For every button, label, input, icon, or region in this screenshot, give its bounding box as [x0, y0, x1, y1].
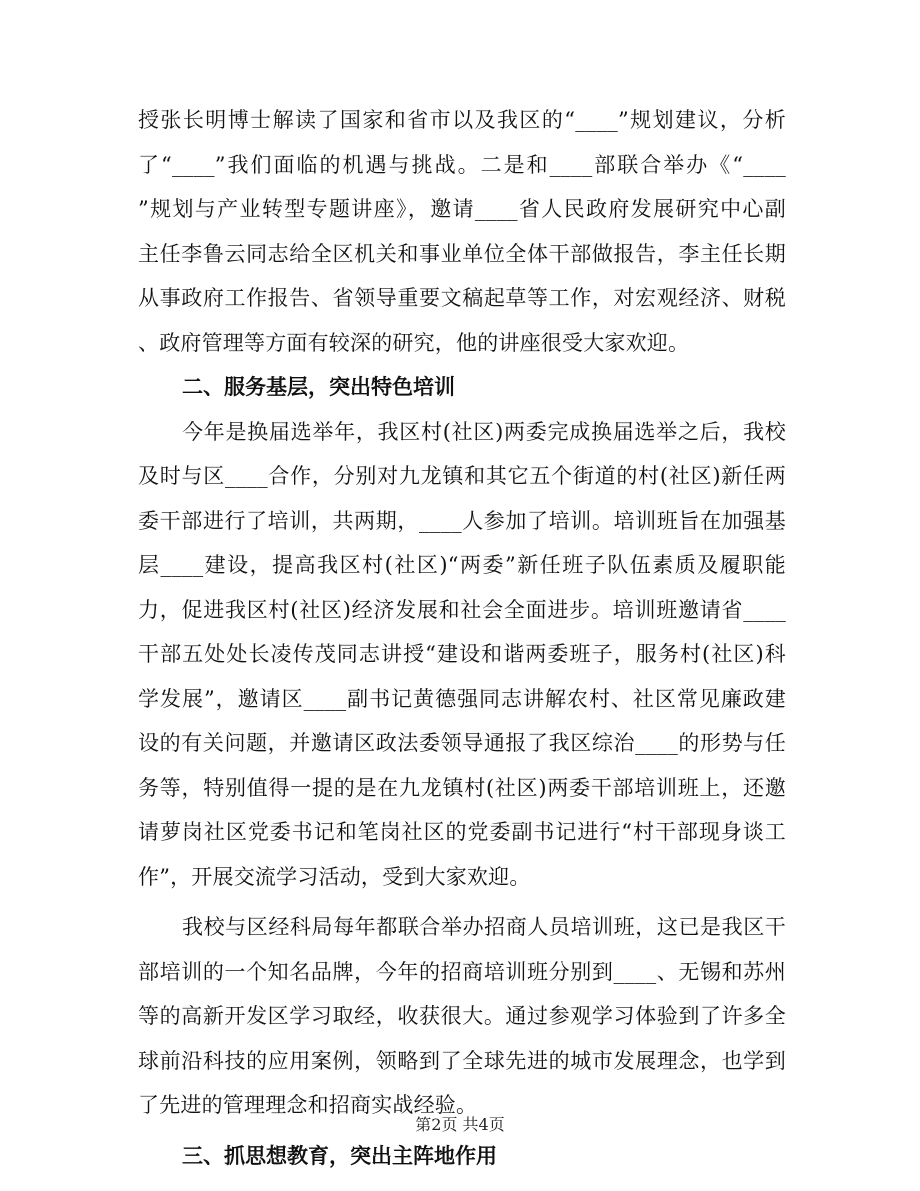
- text-line: 设的有关问题，并邀请区政法委领导通报了我区综治____的形势与任: [138, 731, 786, 755]
- text-line: 部培训的一个知名品牌，今年的招商培训班分别到____、无锡和苏州: [138, 959, 786, 984]
- text-line: 我校与区经科局每年都联合举办招商人员培训班，这已是我区干: [182, 915, 786, 939]
- paragraph-3: [138, 905, 786, 1128]
- text-line: 学发展”，邀请区____副书记黄德强同志讲解农村、社区常见廉政建: [138, 686, 786, 711]
- text-line: 等的高新开发区学习取经，收获很大。通过参观学习体验到了许多全: [138, 1004, 786, 1028]
- text-line: 请萝岗社区党委书记和笔岗社区的党委副书记进行“村干部现身谈工: [138, 820, 786, 844]
- paragraph-1: [138, 98, 786, 365]
- text-line: 层____建设，提高我区村(社区)“两委”新任班子队伍素质及履职能: [138, 553, 786, 577]
- text-line: 今年是换届选举年，我区村(社区)两委完成换届选举之后，我校: [182, 419, 786, 444]
- text-line: 干部五处处长凌传茂同志讲授“建设和谐两委班子，服务村(社区)科: [138, 642, 786, 666]
- text-line: 作”，开展交流学习活动，受到大家欢迎。: [138, 864, 531, 889]
- text-line: 球前沿科技的应用案例，领略到了全球先进的城市发展理念，也学到: [138, 1048, 786, 1073]
- text-line: 及时与区____合作，分别对九龙镇和其它五个街道的村(社区)新任两: [138, 464, 786, 488]
- text-line: 授张长明博士解读了国家和省市以及我区的“____”规划建议，分析: [138, 108, 786, 132]
- text-line: 、政府管理等方面有较深的研究，他的讲座很受大家欢迎。: [138, 330, 690, 355]
- page-number-footer: 第2页 共4页: [415, 1115, 505, 1134]
- text-line: 委干部进行了培训，共两期，____人参加了培训。培训班旨在加强基: [138, 508, 786, 533]
- text-line: 力，促进我区村(社区)经济发展和社会全面进步。培训班邀请省____: [138, 597, 786, 622]
- section-heading-3: 三、抓思想教育，突出主阵地作用: [182, 1142, 497, 1168]
- text-line: 了先进的管理理念和招商实战经验。: [138, 1093, 478, 1117]
- text-line: ”规划与产业转型专题讲座》，邀请____省人民政府发展研究中心副: [138, 197, 786, 221]
- text-line: 主任李鲁云同志给全区机关和事业单位全体干部做报告，李主任长期: [138, 241, 786, 266]
- text-line: 从事政府工作报告、省领导重要文稿起草等工作，对宏观经济、财税: [138, 286, 786, 310]
- text-line: 务等，特别值得一提的是在九龙镇村(社区)两委干部培训班上，还邀: [138, 775, 786, 800]
- section-heading-2: 二、服务基层，突出特色培训: [182, 374, 455, 399]
- text-line: 了“____”我们面临的机遇与挑战。二是和____部联合举办《“____: [138, 152, 786, 177]
- paragraph-2: [138, 410, 786, 900]
- document-body: [138, 98, 786, 1178]
